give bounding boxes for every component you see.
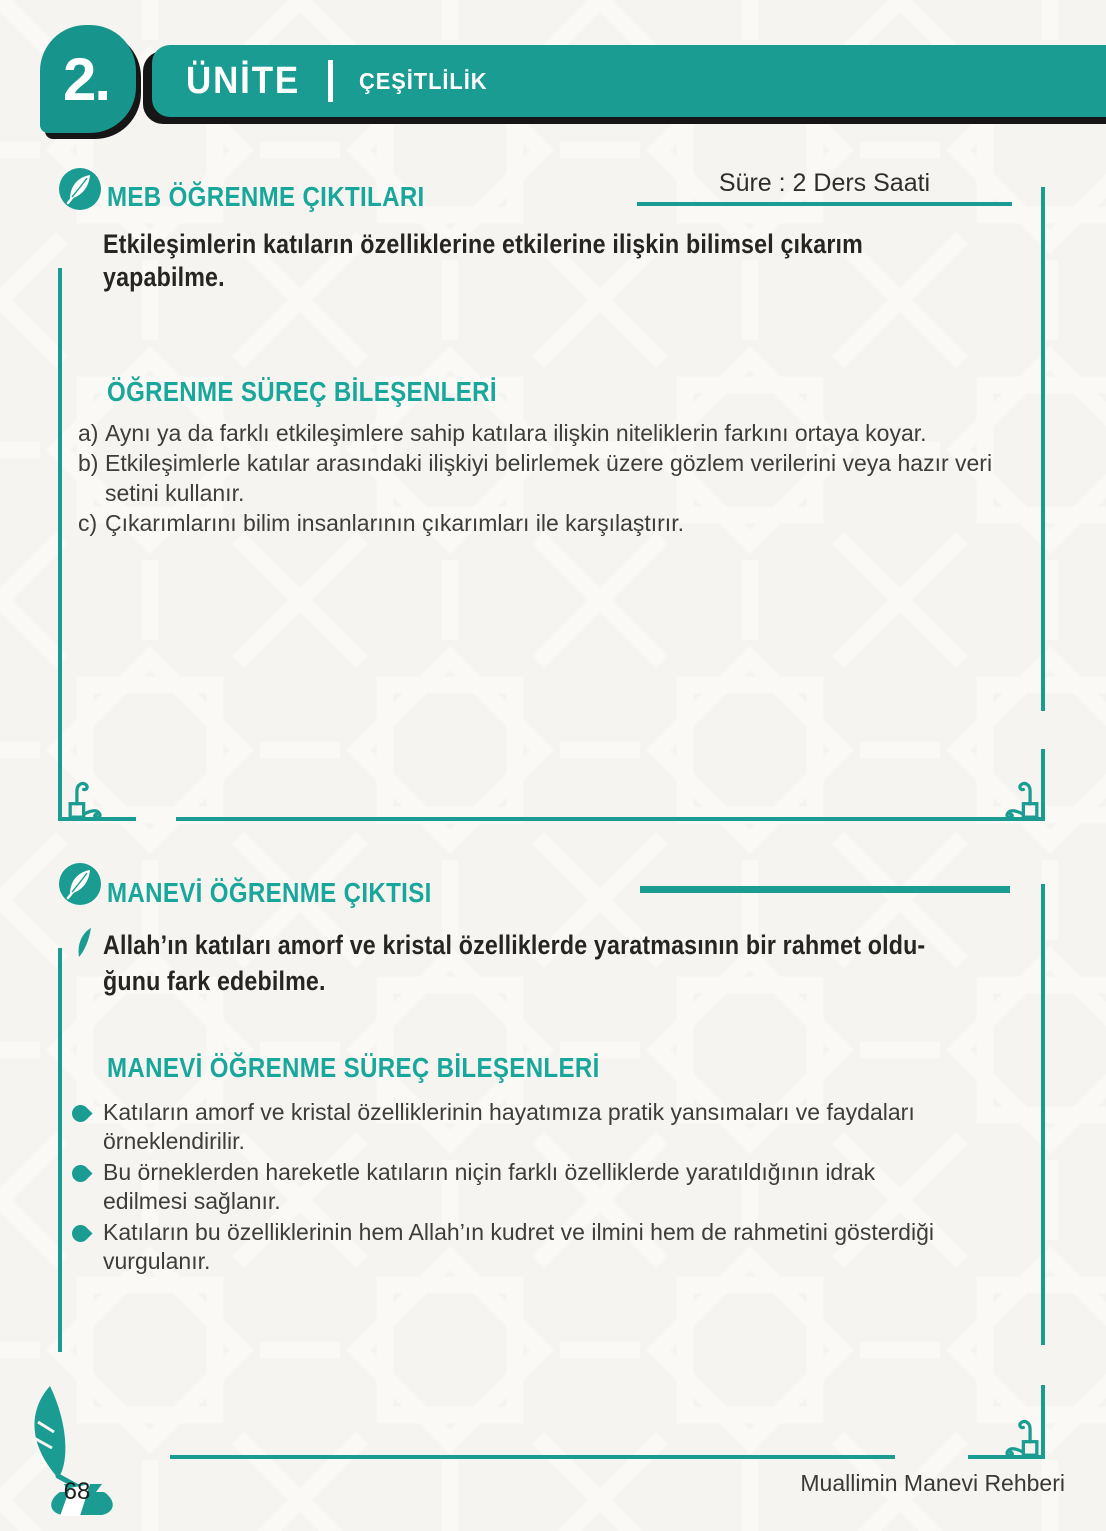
- teardrop-bullet-icon: [68, 1101, 92, 1125]
- manevi-outcome-line: ğunu fark edebilme.: [103, 966, 326, 996]
- manevi-heading-rule: [640, 886, 1010, 893]
- manevi-outcome-line: Allah’ın katıları amorf ve kristal özelliklerde yaratmasının bir rahmet oldu-: [103, 930, 926, 960]
- manevi-subheading: MANEVİ ÖĞRENME SÜREÇ BİLEŞENLERİ: [107, 1052, 600, 1083]
- banner-separator: [328, 60, 333, 102]
- item-label: a): [78, 420, 99, 446]
- meb-outcome-line: Etkileşimlerin katıların özelliklerine etkilerine ilişkin bilimsel çıkarım: [103, 229, 863, 259]
- feather-circle-icon: [58, 167, 102, 211]
- unit-number: 2.: [62, 45, 110, 113]
- frame2-right-line: [1041, 884, 1045, 1345]
- corner-ornament-icon: [995, 771, 1045, 821]
- list-item: [78, 418, 1046, 448]
- teardrop-bullet-icon: [68, 1221, 92, 1245]
- unit-topic: ÇEŞİTLİLİK: [359, 67, 488, 94]
- item-text: Çıkarımlarını bilim insanlarının çıkarımları ile karşılaştırır.: [105, 510, 684, 536]
- list-item: [72, 1218, 962, 1276]
- feather-circle-icon: [58, 862, 102, 906]
- corner-ornament-icon: [62, 771, 112, 821]
- item-text: Etkileşimlerle katılar arasındaki ilişkiyi belirlemek üzere gözlem verilerini veya hazır veri setini kullanır.: [105, 450, 993, 506]
- quill-small-icon: [76, 928, 92, 958]
- list-item: [72, 1098, 962, 1156]
- duration-underline: [637, 202, 1012, 206]
- book-title: Muallimin Manevi Rehberi: [800, 1470, 1065, 1496]
- list-item: [78, 508, 1046, 538]
- meb-subheading: ÖĞRENME SÜREÇ BİLEŞENLERİ: [107, 376, 497, 407]
- unit-banner: [152, 45, 1106, 117]
- meb-outcome-line: yapabilme.: [103, 262, 225, 292]
- meb-heading: MEB ÖĞRENME ÇIKTILARI: [107, 181, 425, 212]
- list-item: [78, 448, 1046, 508]
- item-label: b): [78, 450, 99, 476]
- item-label: c): [78, 510, 98, 536]
- item-text: Aynı ya da farklı etkileşimlere sahip katılara ilişkin niteliklerin farkını ortaya koyar.: [105, 420, 927, 446]
- item-text: Katıların bu özelliklerinin hem Allah’ın kudret ve ilmini hem de rahmetini gösterdiği vurgulanır.: [103, 1219, 934, 1274]
- frame1-right-line: [1041, 187, 1045, 711]
- meb-process-list: [78, 418, 1046, 538]
- unit-label: ÜNİTE: [186, 59, 301, 102]
- manevi-heading: MANEVİ ÖĞRENME ÇIKTISI: [107, 877, 432, 908]
- teardrop-bullet-icon: [68, 1161, 92, 1185]
- item-text: Bu örneklerden hareketle katıların niçin farklı özelliklerde yaratıldığının idrak edilmesi sağlanır.: [103, 1159, 876, 1214]
- list-item: [72, 1158, 962, 1216]
- frame2-left-line: [58, 948, 62, 1352]
- page-number: 68: [63, 1478, 91, 1505]
- frame1-bottom-line: [176, 817, 1045, 821]
- duration-label: Süre : 2 Ders Saati: [718, 169, 931, 197]
- frame2-bottom-line: [170, 1455, 895, 1459]
- frame1-left-line: [58, 268, 62, 821]
- manevi-process-list: [72, 1098, 962, 1278]
- unit-badge: [40, 25, 136, 133]
- item-text: Katıların amorf ve kristal özelliklerinin hayatımıza pratik yansımaları ve faydaları örneklendirilir.: [103, 1099, 915, 1154]
- corner-ornament-icon: [995, 1409, 1045, 1459]
